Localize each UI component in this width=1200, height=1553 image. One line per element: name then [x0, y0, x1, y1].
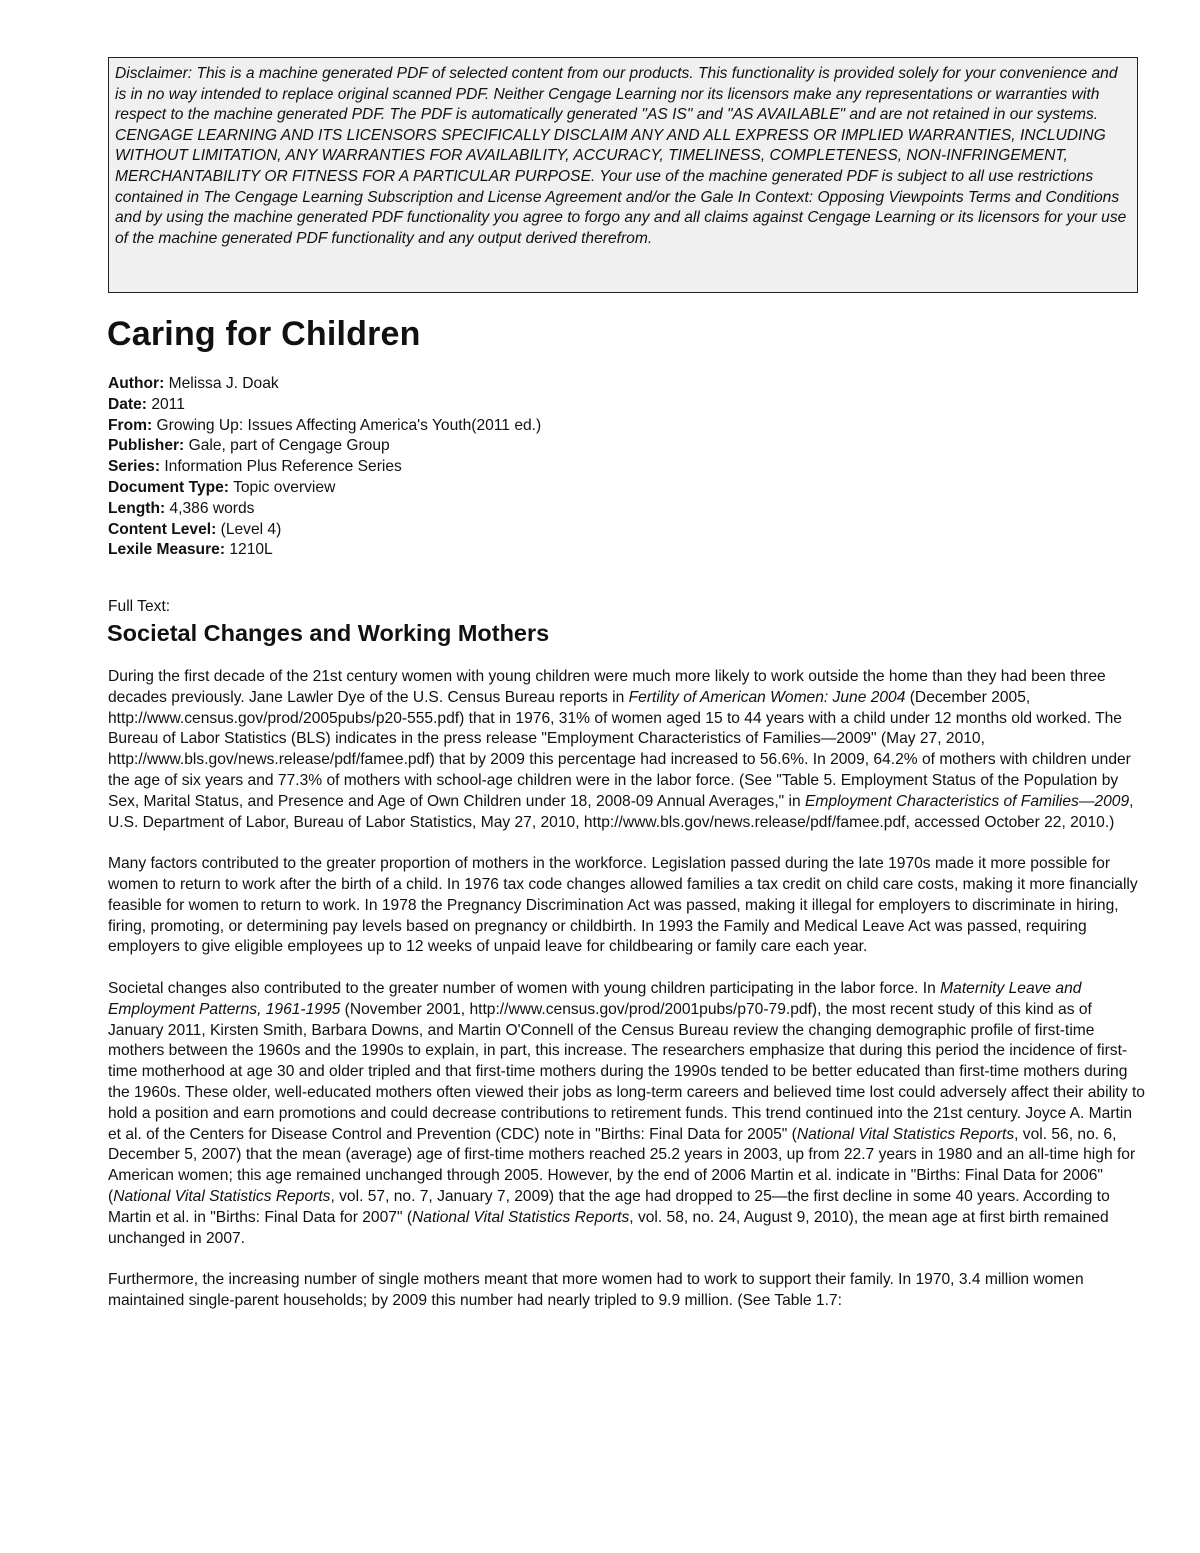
- section-heading: Societal Changes and Working Mothers: [107, 620, 550, 646]
- paragraph: [108, 854, 1148, 958]
- meta-key: From:: [108, 416, 153, 434]
- text-run: Furthermore, the increasing number of single mothers meant that more women had to work to support their family. In 1970, 3.4 million women maintained single-parent households; by 2009 this number had nearly tripled to 9.9 million. (See Table 1.7:: [108, 1271, 1084, 1309]
- document-title: Caring for Children: [107, 315, 421, 353]
- meta-row: [108, 520, 1008, 541]
- meta-row: [108, 540, 1008, 561]
- meta-value: Growing Up: Issues Affecting America's Youth(2011 ed.): [152, 416, 542, 434]
- italic-citation: National Vital Statistics Reports: [113, 1187, 331, 1205]
- meta-value: 4,386 words: [165, 499, 255, 517]
- meta-row: [108, 374, 1008, 395]
- text-run: , vol. 58, no. 24, August 9, 2010), the mean age at first birth remained unchanged in 2007.: [108, 1208, 1109, 1247]
- meta-row: [108, 436, 1008, 457]
- text-run: Societal changes also contributed to the greater number of women with young children participating in the labor force. In: [108, 979, 941, 997]
- italic-citation: Employment Characteristics of Families—2009: [805, 792, 1130, 810]
- meta-row: [108, 478, 1008, 499]
- disclaimer-text: Disclaimer: This is a machine generated PDF of selected content from our products. This functionality is provided solely for your convenience and is in no way intended to replace original scanned PDF. Neither Cengage Learning nor its licensors make any representations or warranties with respect to the machine generated PDF. The PDF is automatically generated "AS IS" and "AS AVAILABLE" and are not retained in our systems. CENGAGE LEARNING AND ITS LICENSORS SPECIFICALLY DISCLAIM ANY AND ALL EXPRESS OR IMPLIED WARRANTIES, INCLUDING WITHOUT LIMITATION, ANY WARRANTIES FOR AVAILABILITY, ACCURACY, TIMELINESS, COMPLETENESS, NON-INFRINGEMENT, MERCHANTABILITY OR FITNESS FOR A PARTICULAR PURPOSE. Your use of the machine generated PDF is subject to all use restrictions contained in The Cengage Learning Subscription and License Agreement and/or the Gale In Context: Opposing Viewpoints Terms and Conditions and by using the machine generated PDF functionality you agree to forgo any and all claims against Cengage Learning or its licensors for your use of the machine generated PDF functionality and any output derived therefrom.: [115, 65, 1127, 247]
- italic-citation: National Vital Statistics Reports: [796, 1125, 1015, 1143]
- meta-value: 1210L: [225, 541, 273, 559]
- meta-key: Date:: [108, 395, 147, 413]
- meta-value: 2011: [147, 395, 185, 413]
- text-run: , U.S. Department of Labor, Bureau of Labor Statistics, May 27, 2010, http://www.bls.gov/news.release/pdf/famee.pdf, accessed October 22, 2010.): [108, 792, 1134, 831]
- meta-key: Lexile Measure:: [108, 541, 226, 559]
- meta-row: [108, 457, 1008, 478]
- italic-citation: National Vital Statistics Reports: [412, 1208, 630, 1226]
- meta-row: [108, 416, 1008, 437]
- text-run: , vol. 57, no. 7, January 7, 2009) that the age had dropped to 25—the first decline in some 40 years. According to Martin et al. in "Births: Final Data for 2007" (: [108, 1187, 1110, 1226]
- meta-key: Author:: [108, 375, 165, 392]
- meta-value: Information Plus Reference Series: [160, 458, 402, 476]
- italic-citation: Fertility of American Women: June 2004: [628, 688, 906, 706]
- meta-key: Length:: [108, 499, 166, 517]
- text-run: (November 2001, http://www.census.gov/prod/2001pubs/p70-79.pdf), the most recent study of this kind as of January 2011, Kirsten Smith, Barbara Downs, and Martin O'Connell of the Census Bureau review the changing demographic profile of first-time mothers between the 1960s and the 1990s to explain, in part, this increase. The researchers emphasize that during this period the incidence of first-time motherhood at age 30 and older tripled and that first-time mothers during the 1990s tended to be better educated than first-time mothers during the 1960s. These older, well-educated mothers often viewed their jobs as long-term careers and believed time lost could adversely affect their ability to hold a position and earn promotions and could decrease contributions to retirement funds. This trend continued into the 21st century. Joyce A. Martin et al. of the Centers for Disease Control and Prevention (CDC) note in "Births: Final Data for 2005" (: [108, 1000, 1145, 1143]
- meta-key: Publisher:: [108, 437, 185, 455]
- text-run: Many factors contributed to the greater proportion of mothers in the workforce. Legislation passed during the late 1970s made it more possible for women to return to work after the birth of a child. In 1976 tax code changes allowed families a tax credit on child care costs, making it more financially feasible for women to return to work. In 1978 the Pregnancy Discrimination Act was passed, making it illegal for employers to discriminate in hiring, firing, promoting, or determining pay levels based on pregnancy or childbirth. In 1993 the Family and Medical Leave Act was passed, requiring employers to give eligible employees up to 12 weeks of unpaid leave for childbearing or family care each year.: [108, 855, 1138, 956]
- meta-value: (Level 4): [216, 520, 282, 538]
- meta-value: Topic overview: [229, 478, 336, 496]
- paragraph: [108, 667, 1148, 833]
- text-run: , vol. 56, no. 6, December 5, 2007) that the mean (average) age of first-time mothers reached 25.2 years in 2003, up from 22.7 years in 1980 and an all-time high for American women; this age remained unchanged through 2005. However, by the end of 2006 Martin et al. indicate in "Births: Final Data for 2006" (: [108, 1125, 1136, 1205]
- text-run: During the first decade of the 21st century women with young children were much more likely to work outside the home than they had been three decades previously. Jane Lawler Dye of the U.S. Census Bureau reports in: [108, 668, 1106, 706]
- full-text-label: Full Text:: [108, 598, 171, 615]
- meta-value: Gale, part of Cengage Group: [184, 437, 390, 455]
- meta-row: [108, 395, 1008, 416]
- meta-key: Document Type:: [108, 478, 230, 496]
- article-body: [108, 667, 1148, 1333]
- disclaimer-box: [108, 57, 1138, 293]
- meta-row: [108, 499, 1008, 520]
- meta-value: Melissa J. Doak: [164, 375, 279, 392]
- italic-citation: Maternity Leave and Employment Patterns, 1961-1995: [108, 979, 1082, 1018]
- meta-key: Series:: [108, 458, 161, 476]
- paragraph: [108, 979, 1148, 1249]
- document-metadata: [108, 374, 1008, 561]
- paragraph: [108, 1270, 1148, 1312]
- text-run: (December 2005, http://www.census.gov/prod/2005pubs/p20-555.pdf) that in 1976, 31% of women aged 15 to 44 years with a child under 12 months old worked. The Bureau of Labor Statistics (BLS) indicates in the press release "Employment Characteristics of Families—2009" (May 27, 2010, http://www.bls.gov/news.release/pdf/famee.pdf) that by 2009 this percentage had increased to 56.6%. In 2009, 64.2% of mothers with children under the age of six years and 77.3% of mothers with school-age children were in the labor force. (See "Table 5. Employment Status of the Population by Sex, Marital Status, and Presence and Age of Own Children under 18, 2008-09 Annual Averages," in: [108, 688, 1131, 810]
- meta-key: Content Level:: [108, 520, 217, 538]
